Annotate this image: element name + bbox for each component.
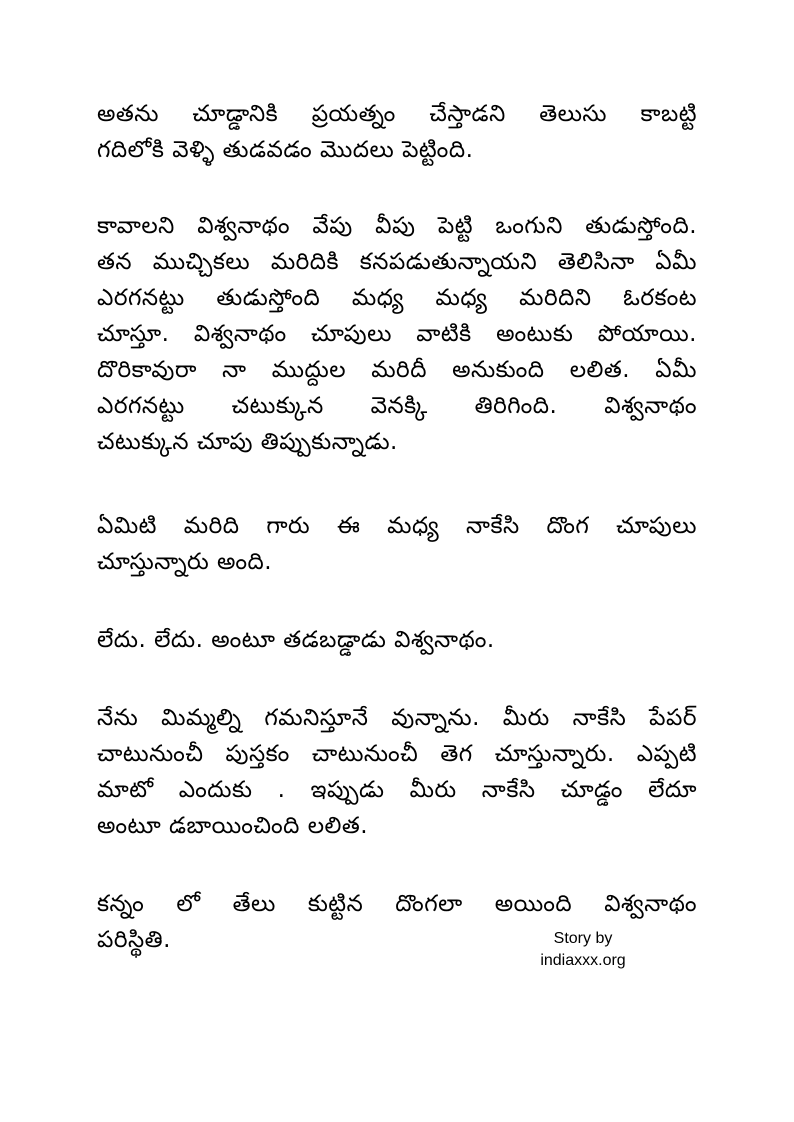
paragraph-line: చటుక్కున చూపు తిప్పుకున్నాడు. — [97, 429, 398, 455]
paragraph-line: కన్నం లో తేలు కుట్టిన దొంగలా అయింది విశ్వనాథం — [97, 891, 697, 917]
paragraph-line: ఏమిటి మరిది గారు ఈ మధ్య నాకేసి దొంగ చూపులు — [97, 513, 697, 539]
story-paragraph-1 — [97, 96, 697, 168]
paragraph-line: పరిస్థితి. — [97, 927, 171, 953]
paragraph-line: మాటో ఎందుకు . ఇప్పుడు మీరు నాకేసి చూడ్డం లేదూ — [97, 777, 697, 803]
paragraph-line: ఎరగనట్టు తుడుస్తోంది మధ్య మధ్య మరిదిని ఓరకంట — [97, 285, 697, 311]
story-paragraph-4 — [97, 622, 697, 658]
paragraph-line: నేను మిమ్మల్ని గమనిస్తూనే వున్నాను. మీరు నాకేసి పేపర్ — [97, 705, 697, 731]
paragraph-line: అతను చూడ్డానికి ప్రయత్నం చేస్తాడని తెలుసు కాబట్టి — [97, 101, 697, 127]
story-paragraph-2 — [97, 208, 697, 460]
paragraph-line: దొరికావురా నా ముద్దుల మరిదీ అనుకుంది లలిత. ఏమీ — [97, 357, 697, 383]
story-paragraph-5 — [97, 700, 697, 844]
paragraph-line: చాటునుంచీ పుస్తకం చాటునుంచీ తెగ చూస్తున్నారు. ఎప్పటి — [97, 741, 697, 767]
paragraph-line: లేదు. లేదు. అంటూ తడబడ్డాడు విశ్వనాథం. — [97, 627, 495, 653]
paragraph-line: కావాలని విశ్వనాథం వేపు వీపు పెట్టి ఒంగుని తుడుస్తోంది. — [97, 213, 697, 239]
paragraph-line: ఎరగనట్టు చటుక్కున వెనక్కి తిరిగింది. విశ్వనాథం — [97, 393, 697, 419]
credit-site: indiaxxx.org — [540, 952, 626, 969]
story-credit — [522, 928, 644, 972]
story-paragraph-3 — [97, 508, 697, 580]
paragraph-line: చూస్తూ. విశ్వనాథం చూపులు వాటికి అంటుకు పోయాయి. — [97, 321, 697, 347]
paragraph-line: తన ముచ్చికలు మరిదికి కనపడుతున్నాయని తెలిసినా ఏమీ — [97, 249, 697, 275]
paragraph-line: చూస్తున్నారు అంది. — [97, 549, 273, 575]
credit-line-1: Story by — [553, 930, 613, 947]
paragraph-line: గదిలోకి వెళ్ళి తుడవడం మొదలు పెట్టింది. — [97, 137, 474, 163]
paragraph-line: అంటూ డబాయించింది లలిత. — [97, 813, 369, 839]
